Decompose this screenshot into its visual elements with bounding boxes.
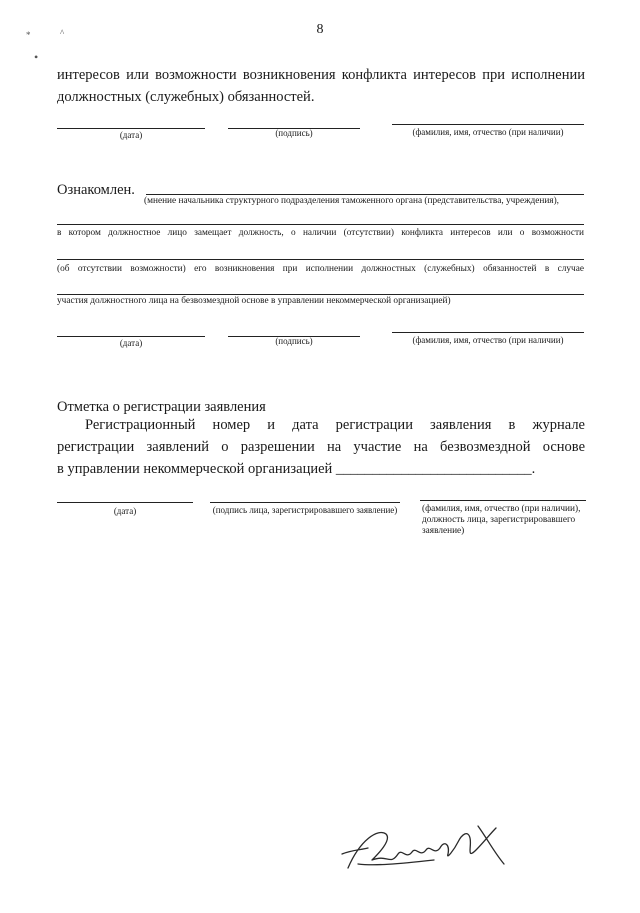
opinion-caption-4: участия должностного лица на безвозмездной основе в управлении некоммерческой организацией) (57, 296, 451, 306)
date-caption: (дата) (119, 338, 143, 348)
opinion-line-1 (146, 194, 584, 195)
opinion-caption-3: (об отсутствии возможности) его возникновения при исполнении должностных (служебных) обязанностей в случае (57, 264, 584, 274)
registrar-name-caption-2: должность лица, зарегистрировавшего (422, 515, 576, 525)
date-line (57, 502, 193, 503)
opinion-caption-1: (мнение начальника структурного подразделения таможенного органа (представительства, учреждения), (144, 196, 559, 206)
name-line (392, 332, 584, 333)
intro-line-1: интересов или возможности возникновения конфликта интересов при исполнении (57, 67, 585, 83)
opinion-caption-2: в котором должностное лицо замещает должность, о наличии (отсутствии) конфликта интересов или о возможности (57, 228, 584, 238)
name-caption: (фамилия, имя, отчество (при наличии) (412, 335, 564, 345)
registration-heading: Отметка о регистрации заявления (57, 399, 266, 415)
registrar-name-caption-1: (фамилия, имя, отчество (при наличии), (422, 504, 581, 514)
registration-line-3: в управлении некоммерческой организацией ___________________________. (57, 461, 536, 477)
name-caption: (фамилия, имя, отчество (при наличии) (412, 127, 564, 137)
registrar-name-line (420, 500, 586, 501)
scan-dot: • (34, 50, 39, 64)
signature-caption: (подпись) (275, 336, 313, 346)
date-line (57, 128, 205, 129)
date-caption: (дата) (113, 506, 137, 516)
date-line (57, 336, 205, 337)
registrar-name-caption (422, 504, 580, 537)
page-number: 8 (316, 22, 324, 37)
acquainted-label: Ознакомлен. (57, 182, 135, 198)
registrar-name-caption-3: заявление) (422, 526, 465, 536)
intro-paragraph (57, 64, 585, 108)
registration-line-2: регистрации заявлений о разрешении на участие на безвозмездной основе (57, 439, 585, 455)
scan-mark: * (26, 30, 31, 40)
intro-line-2: должностных (служебных) обязанностей. (57, 89, 315, 105)
opinion-line-2 (57, 224, 584, 225)
registration-paragraph (57, 414, 585, 480)
registration-line-1: Регистрационный номер и дата регистрации заявления в журнале (85, 417, 585, 433)
date-caption: (дата) (119, 130, 143, 140)
registrar-signature-caption: (подпись лица, зарегистрировавшего заявление) (212, 505, 398, 515)
scan-mark: ^ (60, 28, 65, 38)
signature-caption: (подпись) (275, 128, 313, 138)
opinion-line-4 (57, 294, 584, 295)
registrar-signature-line (210, 502, 400, 503)
opinion-line-3 (57, 259, 584, 260)
name-line (392, 124, 584, 125)
handwritten-signature-image (338, 820, 518, 880)
